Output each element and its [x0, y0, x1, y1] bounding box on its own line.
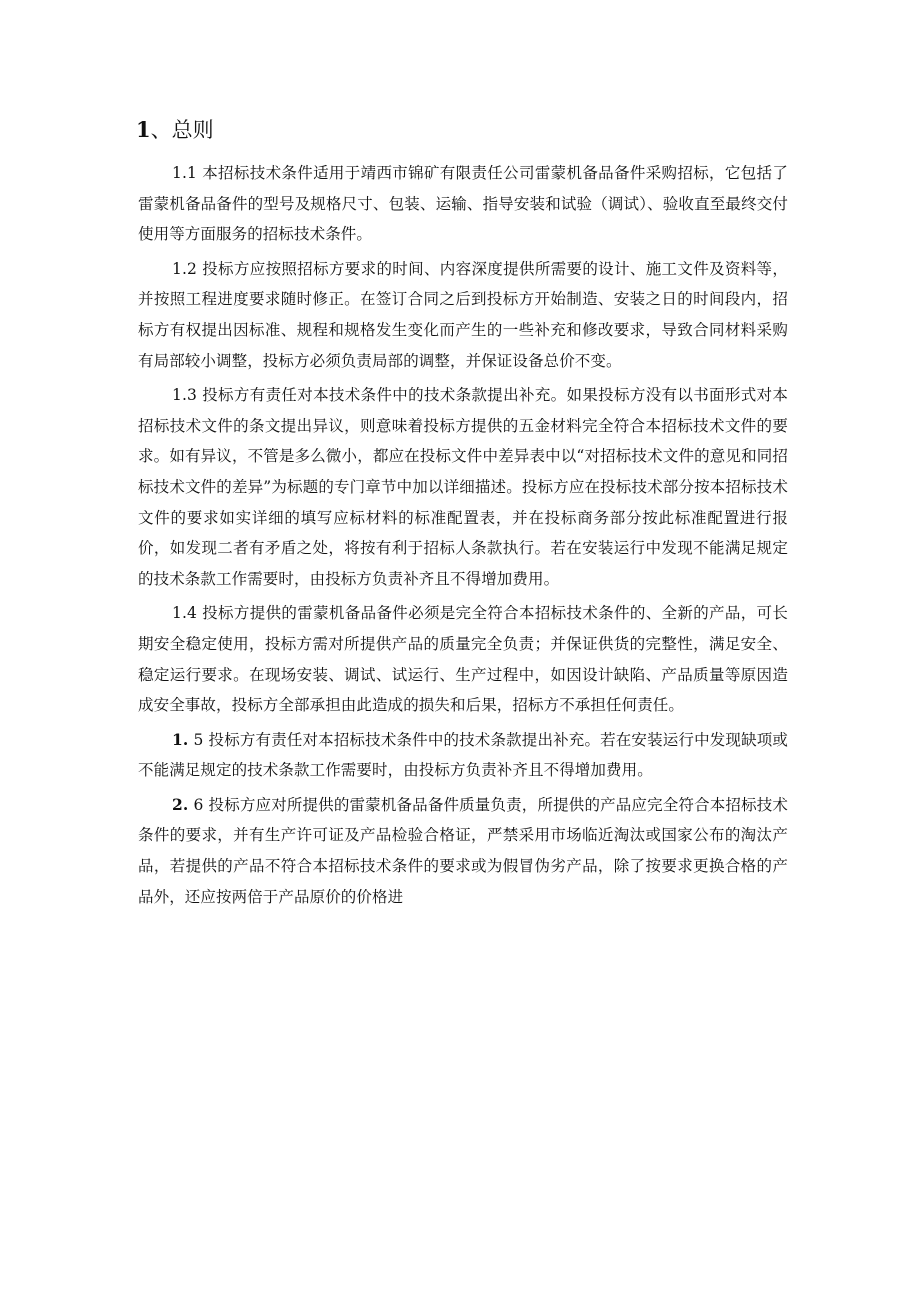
document-body [138, 158, 788, 916]
section-number: 1 [136, 117, 151, 142]
paragraph-text: 投标方提供的雷蒙机备品备件必须是完全符合本招标技术条件的、全新的产品，可长期安全稳定使用，投标方需对所提供产品的质量完全负责；并保证供货的完整性，满足安全、稳定运行要求。在现场安装、调试、试运行、生产过程中，如因设计缺陷、产品质量等原因造成安全事故，投标方全部承担由此造成的损失和后果，招标方不承担任何责任。 [138, 604, 788, 715]
clause-number-suffix: 5 [193, 730, 204, 749]
clause-number: 1.3 [172, 386, 197, 405]
section-heading [136, 115, 214, 145]
paragraph-text: 投标方应按照招标方要求的时间、内容深度提供所需要的设计、施工文件及资料等，并按照工程进度要求随时修正。在签订合同之后到投标方开始制造、安装之日的时间段内，招标方有权提出因标准、规程和规格发生变化而产生的一些补充和修改要求，导致合同材料采购有局部较小调整，投标方必须负责局部的调整，并保证设备总价不变。 [138, 259, 788, 370]
clause-number-suffix: 6 [193, 795, 204, 814]
paragraph-1-2 [138, 254, 788, 376]
paragraph-1-5 [138, 725, 788, 786]
clause-number: 2. [172, 794, 189, 814]
section-separator: 、 [150, 118, 172, 142]
section-title: 总则 [171, 118, 214, 142]
paragraph-1-1 [138, 158, 788, 250]
paragraph-1-4 [138, 598, 788, 720]
clause-number: 1.2 [172, 259, 197, 278]
paragraph-text: 投标方有责任对本招标技术条件中的技术条款提出补充。若在安装运行中发现缺项或不能满足规定的技术条款工作需要时，由投标方负责补齐且不得增加费用。 [138, 730, 788, 780]
clause-number: 1.1 [172, 164, 197, 182]
paragraph-1-3 [138, 380, 788, 594]
clause-number: 1. [172, 729, 189, 749]
paragraph-text: 投标方有责任对本技术条件中的技术条款提出补充。如果投标方没有以书面形式对本招标技术文件的条文提出异议，则意味着投标方提供的五金材料完全符合本招标技术文件的要求。如有异议，不管是多么微小，都应在投标文件中差异表中以“对招标技术文件的意见和同招标技术文件的差异”为标题的专门章节中加以详细描述。投标方应在投标技术部分按本招标技术文件的要求如实详细的填写应标材料的标准配置表，并在投标商务部分按此标准配置进行报价，如发现二者有矛盾之处，将按有利于招标人条款执行。若在安装运行中发现不能满足规定的技术条款工作需要时，由投标方负责补齐且不得增加费用。 [138, 386, 788, 588]
paragraph-2-6 [138, 790, 788, 912]
paragraph-text: 投标方应对所提供的雷蒙机备品备件质量负责，所提供的产品应完全符合本招标技术条件的要求，并有生产许可证及产品检验合格证，严禁采用市场临近淘汰或国家公布的淘汰产品，若提供的产品不符合本招标技术条件的要求或为假冒伪劣产品，除了按要求更换合格的产品外，还应按两倍于产品原价的价格进 [138, 795, 788, 906]
clause-number: 1.4 [172, 604, 197, 623]
paragraph-text: 本招标技术条件适用于靖西市锦矿有限责任公司雷蒙机备品备件采购招标，它包括了雷蒙机备品备件的型号及规格尺寸、包装、运输、指导安装和试验（调试）、验收直至最终交付使用等方面服务的招标技术条件。 [138, 164, 788, 244]
